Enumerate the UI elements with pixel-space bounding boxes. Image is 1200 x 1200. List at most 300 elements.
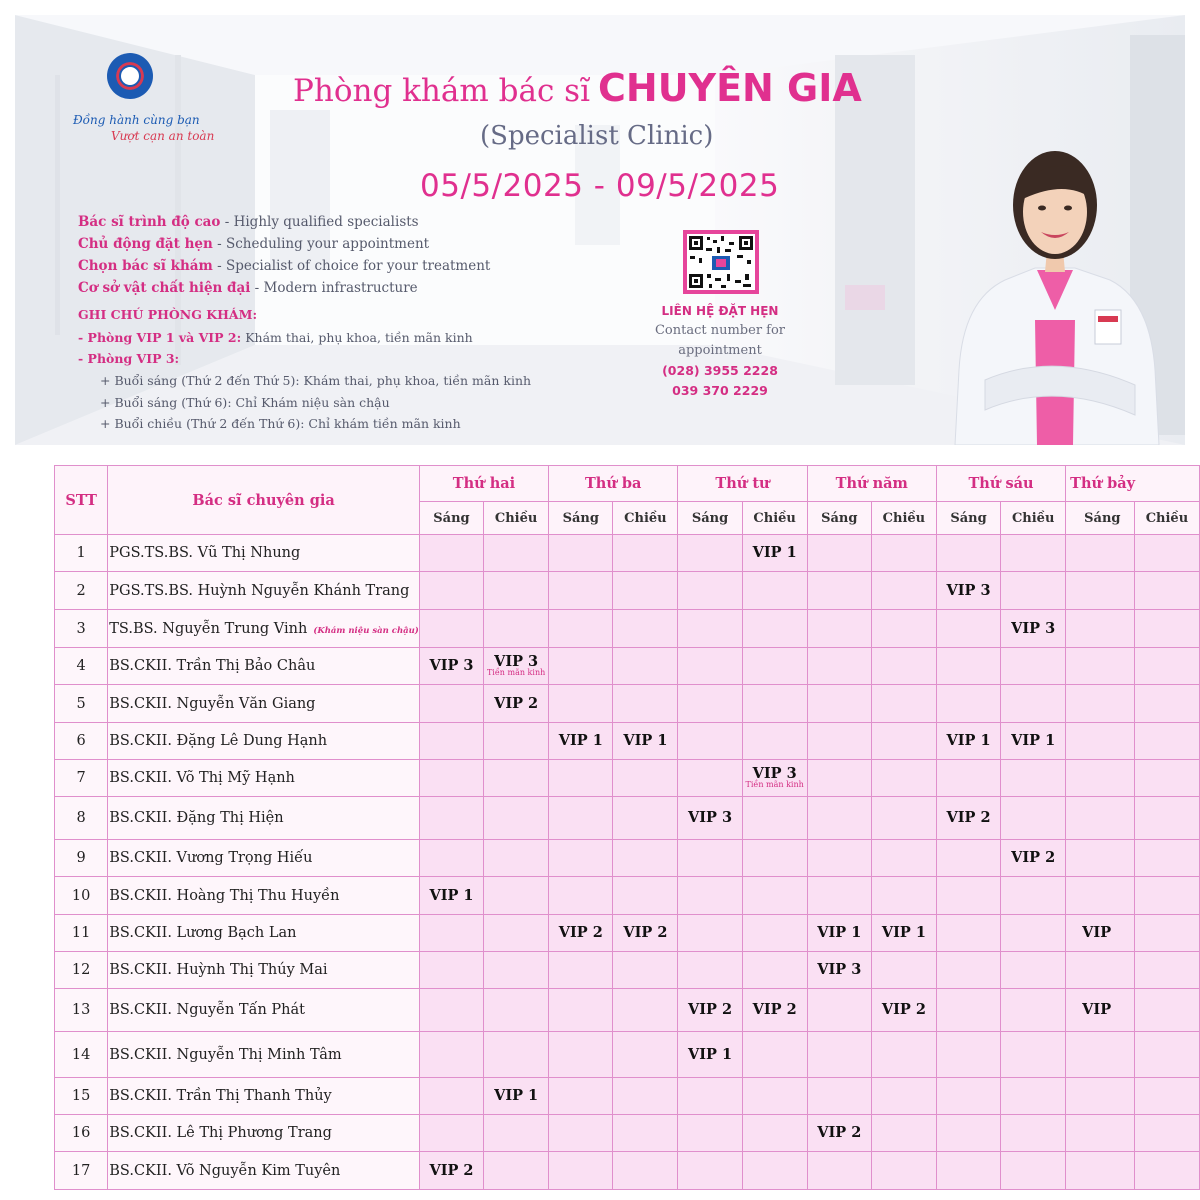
schedule-cell	[484, 572, 549, 610]
schedule-cell	[419, 797, 483, 840]
schedule-cell	[678, 1115, 742, 1152]
schedule-cell	[419, 989, 483, 1032]
table-row	[55, 610, 1200, 648]
row-number: 12	[55, 952, 108, 989]
schedule-cell	[936, 648, 1000, 685]
doctor-name: BS.CKII. Trần Thị Thanh Thủy	[109, 1088, 332, 1104]
row-number: 10	[55, 877, 108, 915]
schedule-cell	[1134, 1152, 1199, 1190]
room-label: VIP 3	[687, 809, 733, 826]
table-row	[55, 535, 1200, 572]
table-row	[55, 685, 1200, 723]
schedule-cell	[871, 535, 936, 572]
schedule-cell	[549, 760, 613, 797]
schedule-cell	[742, 989, 807, 1032]
schedule-cell	[1134, 723, 1199, 760]
table-row	[55, 877, 1200, 915]
session-morning: Sáng	[1066, 502, 1135, 535]
schedule-cell	[613, 1032, 678, 1078]
schedule-cell	[871, 610, 936, 648]
row-number: 17	[55, 1152, 108, 1190]
schedule-cell	[1001, 952, 1066, 989]
qr-code-icon[interactable]	[683, 230, 759, 294]
table-row	[55, 723, 1200, 760]
row-number: 8	[55, 797, 108, 840]
title-strong: CHUYÊN GIA	[598, 66, 862, 110]
schedule-cell	[936, 1078, 1000, 1115]
schedule-cell	[936, 685, 1000, 723]
schedule-cell	[1001, 723, 1066, 760]
schedule-cell	[1134, 952, 1199, 989]
schedule-cell	[742, 572, 807, 610]
schedule-cell	[419, 723, 483, 760]
schedule-cell	[1134, 877, 1199, 915]
schedule-cell	[742, 648, 807, 685]
room-label: VIP 1	[1011, 732, 1056, 749]
schedule-cell	[613, 840, 678, 877]
feature-2-text: - Scheduling your appointment	[212, 236, 430, 252]
row-number: 13	[55, 989, 108, 1032]
table-row	[55, 915, 1200, 952]
schedule-cell	[484, 915, 549, 952]
schedule-cell	[742, 535, 807, 572]
schedule-cell	[1066, 1152, 1135, 1190]
doctor-name: BS.CKII. Lê Thị Phương Trang	[109, 1125, 332, 1141]
schedule-cell	[807, 572, 871, 610]
schedule-cell	[936, 610, 1000, 648]
room-label: VIP 1	[881, 924, 926, 941]
schedule-cell	[871, 1032, 936, 1078]
schedule-cell	[1066, 535, 1135, 572]
schedule-cell	[484, 1152, 549, 1190]
schedule-cell	[549, 915, 613, 952]
room-label: VIP 2	[817, 1124, 862, 1141]
doctor-name: BS.CKII. Đặng Lê Dung Hạnh	[109, 733, 328, 749]
schedule-cell	[678, 840, 742, 877]
session-afternoon: Chiều	[484, 502, 549, 535]
schedule-cell	[678, 1032, 742, 1078]
schedule-cell	[871, 915, 936, 952]
schedule-cell	[936, 535, 1000, 572]
schedule-cell	[1134, 840, 1199, 877]
schedule-cell	[549, 989, 613, 1032]
schedule-cell	[678, 952, 742, 989]
schedule-cell	[613, 1152, 678, 1190]
schedule-cell	[871, 760, 936, 797]
contact-line2: appointment	[678, 343, 762, 358]
schedule-cell	[549, 723, 613, 760]
doctor-name: BS.CKII. Lương Bạch Lan	[109, 925, 297, 941]
schedule-cell	[419, 1115, 483, 1152]
schedule-cell	[871, 840, 936, 877]
doctor-portrait	[945, 80, 1165, 445]
doctor-name-cell	[108, 877, 420, 915]
schedule-cell	[1001, 572, 1066, 610]
contact-block	[640, 321, 800, 401]
doctor-name-cell	[108, 535, 420, 572]
room-label: VIP 1	[429, 886, 474, 904]
schedule-cell	[807, 840, 871, 877]
schedule-cell	[1066, 952, 1135, 989]
schedule-cell	[678, 685, 742, 723]
session-afternoon: Chiều	[742, 502, 807, 535]
schedule-cell	[936, 572, 1000, 610]
schedule-cell	[678, 1078, 742, 1115]
row-number: 2	[55, 572, 108, 610]
row-number: 4	[55, 648, 108, 685]
day-header-sat: Thứ bảy	[1066, 466, 1200, 502]
feature-4-text: - Modern infrastructure	[250, 280, 418, 296]
schedule-cell	[1066, 685, 1135, 723]
schedule-cell	[613, 572, 678, 610]
title-prefix: Phòng khám bác sĩ	[293, 73, 590, 109]
schedule-cell	[1134, 989, 1199, 1032]
schedule-cell	[419, 1078, 483, 1115]
table-row	[55, 840, 1200, 877]
schedule-cell	[742, 685, 807, 723]
room-label: VIP 1	[494, 1087, 539, 1104]
doctor-name: BS.CKII. Võ Nguyễn Kim Tuyên	[109, 1162, 341, 1179]
schedule-cell	[484, 1032, 549, 1078]
day-header-wed: Thứ tư	[678, 466, 807, 502]
schedule-cell	[1134, 760, 1199, 797]
schedule-cell	[807, 610, 871, 648]
schedule-cell	[1001, 1152, 1066, 1190]
schedule-cell	[678, 797, 742, 840]
row-number: 3	[55, 610, 108, 648]
schedule-cell	[1001, 1032, 1066, 1078]
room-label: VIP 2	[623, 924, 668, 941]
schedule-cell	[807, 723, 871, 760]
doctor-name-cell	[108, 648, 420, 685]
schedule-cell	[1134, 685, 1199, 723]
feature-1	[78, 214, 419, 230]
schedule-cell	[549, 535, 613, 572]
day-header-tue: Thứ ba	[549, 466, 678, 502]
schedule-cell	[549, 648, 613, 685]
schedule-cell	[419, 648, 483, 685]
schedule-cell	[549, 952, 613, 989]
schedule-cell	[871, 1078, 936, 1115]
schedule-cell	[871, 797, 936, 840]
doctor-name: TS.BS. Nguyễn Trung Vinh	[109, 620, 308, 637]
schedule-cell	[1066, 840, 1135, 877]
page-subtitle: (Specialist Clinic)	[480, 121, 714, 151]
schedule-cell	[742, 877, 807, 915]
doctor-name: BS.CKII. Vương Trọng Hiếu	[109, 850, 313, 866]
schedule-cell	[807, 1115, 871, 1152]
doctor-name: BS.CKII. Võ Thị Mỹ Hạnh	[109, 770, 295, 786]
schedule-cell	[484, 797, 549, 840]
schedule-cell	[871, 952, 936, 989]
doctor-name-cell	[108, 840, 420, 877]
schedule-cell	[678, 1152, 742, 1190]
note-vip3-afternoon: + Buổi chiều (Thứ 2 đến Thứ 6): Chỉ khám tiền mãn kinh	[100, 416, 461, 431]
hospital-logo	[107, 53, 153, 99]
row-number: 16	[55, 1115, 108, 1152]
feature-3-text: - Specialist of choice for your treatment	[212, 258, 491, 274]
slogan-line2: Vượt cạn an toàn	[111, 129, 215, 143]
schedule-cell	[742, 1115, 807, 1152]
table-row	[55, 797, 1200, 840]
schedule-cell	[936, 877, 1000, 915]
day-header-mon: Thứ hai	[419, 466, 548, 502]
room-label: VIP 3	[946, 581, 991, 599]
feature-4-strong: Cơ sở vật chất hiện đại	[78, 280, 251, 296]
schedule-cell	[613, 1115, 678, 1152]
note-vip12-strong: - Phòng VIP 1 và VIP 2:	[78, 330, 242, 345]
session-morning: Sáng	[678, 502, 742, 535]
schedule-cell	[419, 877, 483, 915]
contact-phone2[interactable]: 039 370 2229	[672, 383, 768, 398]
schedule-cell	[1134, 572, 1199, 610]
doctor-name: BS.CKII. Huỳnh Thị Thúy Mai	[109, 962, 328, 978]
schedule-cell	[807, 760, 871, 797]
schedule-cell	[1066, 760, 1135, 797]
schedule-cell	[936, 989, 1000, 1032]
schedule-cell	[484, 535, 549, 572]
room-label: VIP 3	[429, 657, 474, 674]
date-range: 05/5/2025 - 09/5/2025	[420, 168, 780, 204]
schedule-cell	[1001, 877, 1066, 915]
room-label: VIP 2	[881, 1001, 926, 1018]
schedule-cell	[419, 760, 483, 797]
schedule-cell	[484, 1115, 549, 1152]
schedule-cell	[742, 723, 807, 760]
schedule-cell	[742, 1152, 807, 1190]
schedule-cell	[1066, 610, 1135, 648]
schedule-cell	[1134, 648, 1199, 685]
session-afternoon: Chiều	[871, 502, 936, 535]
contact-heading: LIÊN HỆ ĐẶT HẸN	[661, 304, 779, 318]
doctor-name-cell	[108, 915, 420, 952]
doctor-name: BS.CKII. Đặng Thị Hiện	[109, 810, 284, 826]
schedule-cell	[742, 1078, 807, 1115]
session-afternoon: Chiều	[613, 502, 678, 535]
schedule-cell	[678, 648, 742, 685]
schedule-cell	[1066, 1115, 1135, 1152]
schedule-cell	[742, 610, 807, 648]
schedule-cell	[871, 723, 936, 760]
session-afternoon: Chiều	[1134, 502, 1199, 535]
schedule-cell	[742, 760, 807, 797]
doctor-name-cell	[108, 760, 420, 797]
doctor-name-note: (Khám niệu sàn chậu)	[313, 625, 419, 636]
row-number: 7	[55, 760, 108, 797]
schedule-cell	[678, 760, 742, 797]
session-morning: Sáng	[936, 502, 1000, 535]
note-vip3-friday: + Buổi sáng (Thứ 6): Chỉ Khám niệu sàn chậu	[100, 395, 390, 410]
schedule-cell	[1001, 840, 1066, 877]
schedule-cell	[871, 572, 936, 610]
schedule-cell	[613, 610, 678, 648]
stt-header: STT	[55, 466, 108, 535]
schedule-cell	[807, 685, 871, 723]
schedule-cell	[1066, 1078, 1135, 1115]
schedule-cell	[549, 797, 613, 840]
schedule-cell	[1134, 1115, 1199, 1152]
schedule-cell	[678, 877, 742, 915]
schedule-cell	[613, 760, 678, 797]
schedule-cell	[678, 915, 742, 952]
schedule-cell	[936, 760, 1000, 797]
slogan-line1: Đồng hành cùng bạn	[73, 113, 200, 127]
schedule-cell	[419, 685, 483, 723]
schedule-cell	[1066, 797, 1135, 840]
doctor-header: Bác sĩ chuyên gia	[108, 466, 420, 535]
schedule-cell	[419, 535, 483, 572]
schedule-cell	[1066, 877, 1135, 915]
schedule-cell	[613, 723, 678, 760]
feature-4	[78, 280, 418, 296]
schedule-cell	[484, 685, 549, 723]
header-banner	[15, 15, 1185, 445]
schedule-cell	[936, 1115, 1000, 1152]
schedule-cell	[807, 1032, 871, 1078]
schedule-cell	[613, 685, 678, 723]
schedule-cell	[807, 1078, 871, 1115]
feature-1-strong: Bác sĩ trình độ cao	[78, 214, 221, 230]
doctor-name: BS.CKII. Hoàng Thị Thu Huyền	[109, 887, 340, 904]
schedule-cell	[1066, 723, 1135, 760]
schedule-cell	[1001, 610, 1066, 648]
table-row	[55, 760, 1200, 797]
schedule-cell	[936, 840, 1000, 877]
doctor-name: BS.CKII. Trần Thị Bảo Châu	[109, 658, 316, 674]
room-label: VIP 1	[817, 924, 862, 941]
feature-3	[78, 258, 490, 274]
room-label: VIP 1	[558, 732, 603, 749]
schedule-cell	[1001, 1078, 1066, 1115]
schedule-cell	[1134, 915, 1199, 952]
note-vip3	[78, 351, 179, 366]
schedule-cell	[549, 877, 613, 915]
schedule-cell	[613, 648, 678, 685]
row-number: 6	[55, 723, 108, 760]
schedule-cell	[549, 1115, 613, 1152]
room-label: VIP 1	[946, 732, 991, 749]
schedule-cell	[742, 840, 807, 877]
schedule-cell	[1066, 915, 1135, 952]
contact-line1: Contact number for	[654, 323, 786, 338]
row-number: 5	[55, 685, 108, 723]
doctor-name: BS.CKII. Nguyễn Tấn Phát	[109, 1002, 305, 1018]
schedule-cell	[678, 723, 742, 760]
schedule-cell	[484, 1078, 549, 1115]
doctor-name-cell	[108, 952, 420, 989]
table-row	[55, 1032, 1200, 1078]
doctor-name-cell	[108, 1032, 420, 1078]
row-number: 9	[55, 840, 108, 877]
schedule-cell	[807, 535, 871, 572]
schedule-cell	[613, 952, 678, 989]
doctor-name-cell	[108, 989, 420, 1032]
schedule-cell	[1066, 572, 1135, 610]
schedule-cell	[549, 1032, 613, 1078]
schedule-cell	[871, 1115, 936, 1152]
note-vip3-strong: - Phòng VIP 3:	[78, 351, 180, 366]
schedule-cell	[936, 797, 1000, 840]
doctor-name-cell	[108, 1115, 420, 1152]
schedule-cell	[807, 952, 871, 989]
schedule-cell	[613, 915, 678, 952]
schedule-cell	[807, 989, 871, 1032]
session-morning: Sáng	[549, 502, 613, 535]
schedule-cell	[1134, 535, 1199, 572]
room-label: VIP 2	[1011, 849, 1056, 866]
schedule-cell	[613, 989, 678, 1032]
schedule-cell	[742, 952, 807, 989]
doctor-name: BS.CKII. Nguyễn Thị Minh Tâm	[109, 1046, 342, 1063]
schedule-cell	[807, 877, 871, 915]
schedule-cell	[1001, 685, 1066, 723]
schedule-cell	[549, 840, 613, 877]
row-number: 1	[55, 535, 108, 572]
room-label: VIP 3	[817, 961, 862, 978]
session-morning: Sáng	[419, 502, 483, 535]
schedule-cell	[807, 915, 871, 952]
row-number: 15	[55, 1078, 108, 1115]
schedule-cell	[484, 989, 549, 1032]
room-label: VIP 2	[946, 809, 991, 826]
schedule-cell	[419, 952, 483, 989]
doctor-name-cell	[108, 1152, 420, 1190]
schedule-cell	[871, 648, 936, 685]
feature-2	[78, 236, 429, 252]
schedule-cell	[678, 610, 742, 648]
schedule-cell	[871, 989, 936, 1032]
room-subnote: Tiền mãn kinh	[745, 780, 804, 789]
schedule-cell	[871, 1152, 936, 1190]
doctor-name-cell	[108, 797, 420, 840]
schedule-cell	[484, 723, 549, 760]
schedule-cell	[419, 840, 483, 877]
schedule-cell	[484, 760, 549, 797]
schedule-cell	[1134, 1078, 1199, 1115]
schedule-cell	[936, 723, 1000, 760]
schedule-cell	[484, 648, 549, 685]
notes-heading: GHI CHÚ PHÒNG KHÁM:	[78, 307, 258, 322]
doctor-name-cell	[108, 572, 420, 610]
schedule-body	[55, 535, 1200, 1190]
contact-phone1[interactable]: (028) 3955 2228	[662, 363, 778, 378]
schedule-cell	[419, 610, 483, 648]
room-label: VIP 2	[494, 694, 539, 712]
schedule-cell	[549, 572, 613, 610]
room-label: VIP 2	[687, 1001, 733, 1018]
room-label: VIP 2	[429, 1161, 474, 1179]
schedule-cell	[613, 535, 678, 572]
session-afternoon: Chiều	[1001, 502, 1066, 535]
room-label: VIP 2	[752, 1001, 797, 1018]
schedule-cell	[419, 572, 483, 610]
schedule-table	[54, 465, 1200, 1190]
schedule-cell	[1001, 989, 1066, 1032]
room-label: VIP 1	[752, 544, 797, 561]
doctor-name: PGS.TS.BS. Vũ Thị Nhung	[109, 545, 301, 561]
feature-1-text: - Highly qualified specialists	[220, 214, 419, 230]
schedule-cell	[1134, 1032, 1199, 1078]
table-row	[55, 572, 1200, 610]
note-vip12	[78, 330, 473, 345]
schedule-cell	[871, 877, 936, 915]
schedule-cell	[1066, 1032, 1135, 1078]
schedule-cell	[807, 797, 871, 840]
schedule-cell	[549, 1152, 613, 1190]
schedule-cell	[807, 648, 871, 685]
doctor-name-cell	[108, 685, 420, 723]
schedule-cell	[678, 572, 742, 610]
